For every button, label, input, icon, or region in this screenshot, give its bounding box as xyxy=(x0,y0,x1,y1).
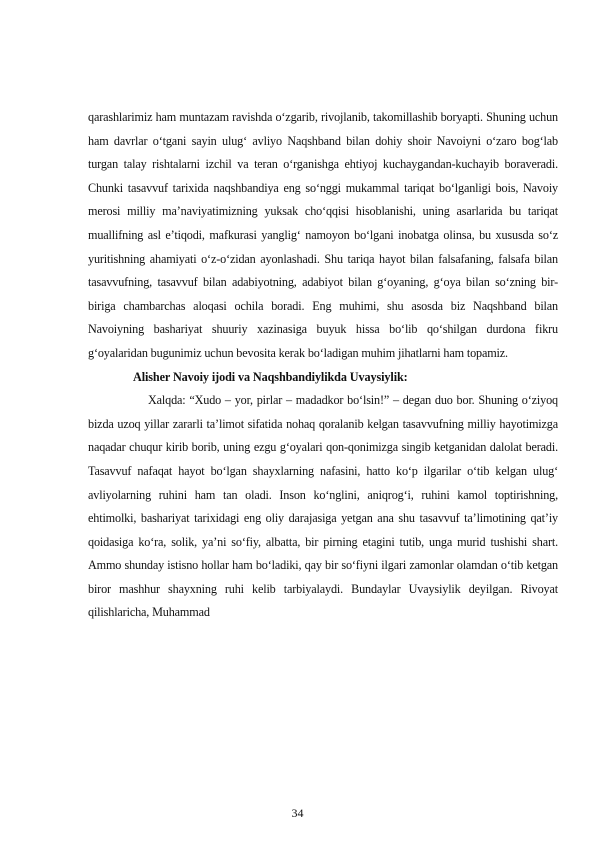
body-paragraph: qarashlarimiz ham muntazam ravishda o‘zgarib, rivojlanib, takomillashib boryapti. Shuning uchun ham davrlar o‘tgani sayin ulug‘ avliyo Naqshband bilan dohiy shoir Navoiyni o‘zaro bog‘lab turgan talay rishtalarni izchil va teran o‘rganishga ehtiyoj kuchaygandan-kuchayib boraveradi. Chunki tasavvuf tarixida naqshbandiya eng so‘nggi mukammal tariqat bo‘lganligi bois, Navoiy merosi milliy ma’naviyatimizning yuksak cho‘qqisi hisoblanishi, uning asarlarida bu tariqat muallifning asl e’tiqodi, mafkurasi yanglig‘ namoyon bo‘lgani inobatga olinsa, bu xususda so‘z yuritishning ahamiyati o‘z-o‘zidan ayonlashadi. Shu tariqa hayot bilan falsafaning, falsafa bilan tasavvufning, tasavvuf bilan adabiyotning, adabiyot bilan g‘oyaning, g‘oya bilan so‘zning bir-biriga chambarchas aloqasi ochila boradi. Eng muhimi, shu asosda biz Naqshband bilan Navoiyning bashariyat shuuriy xazinasiga buyuk hissa bo‘lib qo‘shilgan durdona fikru g‘oyalaridan bugunimiz uchun bevosita kerak bo‘ladigan muhim jihatlarni ham topamiz. xyxy=(88,110,558,360)
body-paragraph: Xalqda: “Xudo – yor, pirlar – madadkor bo‘lsin!” – degan duo bor. Shuning o‘ziyoq bizda uzoq yillar zararli ta’limot sifatida nohaq qoralanib kelgan tasavvufning milliy hayotimizga naqadar chuqur kirib borib, uning ezgu g‘oyalari qon-qonimizga singib ketganidan dalolat beradi. Tasavvuf nafaqat hayot bo‘lgan shayxlarning nafasini, hatto ko‘p ilgarilar o‘tib kelgan ulug‘ avliyolarning ruhini ham tan oladi. Inson ko‘nglini, aniqrog‘i, ruhini kamol toptirishning, ehtimolki, bashariyat tarixidagi eng oliy darajasiga yetgan ana shu tasavvuf ta’limotining qat’iy qoidasiga ko‘ra, solik, ya’ni so‘fiy, albatta, bir pirning etagini tutib, unga murid tushishi shart. Ammo shunday istisno hollar ham bo‘ladiki, qay bir so‘fiyni ilgari zamonlar olamdan o‘tib ketgan biror mashhur shayxning ruhi kelib tarbiyalaydi. Bundaylar Uvaysiylik deyilgan. Rivoyat qilishlaricha, Muhammad xyxy=(88,393,558,620)
document-body xyxy=(88,106,558,625)
page-number: 34 xyxy=(291,806,304,820)
section-heading: Alisher Navoiy ijodi va Naqshbandiylikda Uvaysiylik: xyxy=(133,369,408,384)
